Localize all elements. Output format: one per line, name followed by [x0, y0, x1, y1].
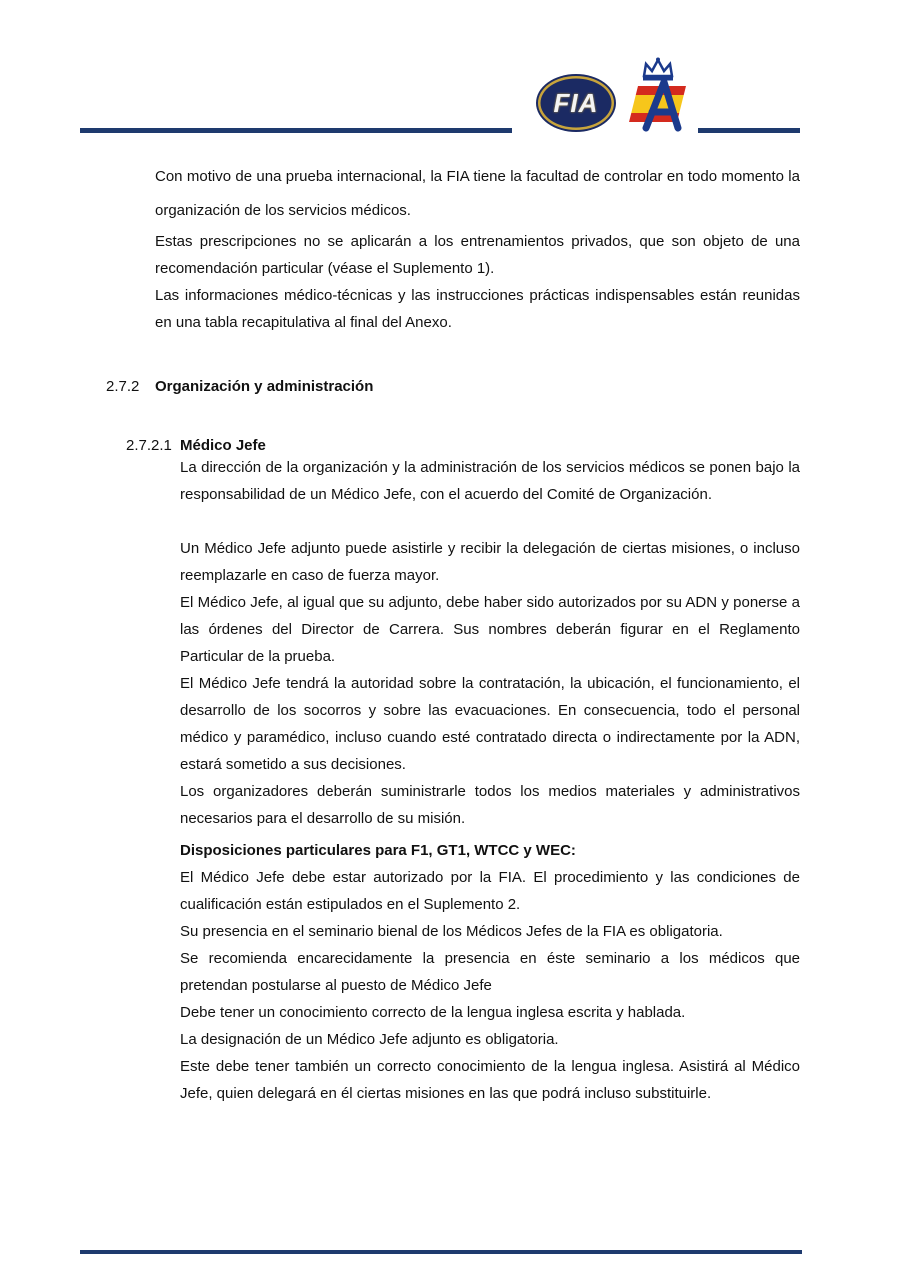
subsection-title: Médico Jefe: [180, 436, 266, 454]
section-number: 2.7.2: [106, 377, 140, 395]
body-paragraph: El Médico Jefe tendrá la autoridad sobre la contratación, la ubicación, el funcionamiento, el desarrollo de los socorros y sobre las evacuaciones. En consecuencia, todo el personal médico y paramédico, incluso cuando esté contratado directa o indirectamente por la ADN, estará sometido a sus decisiones.: [180, 674, 800, 773]
body-paragraph: Un Médico Jefe adjunto puede asistirle y recibir la delegación de ciertas misiones, o incluso reemplazarle en caso de fuerza mayor.: [180, 539, 800, 584]
body-paragraph: Este debe tener también un correcto conocimiento de la lengua inglesa. Asistirá al Médico Jefe, quien delegará en él ciertas misiones en las que podrá incluso substituirle.: [180, 1057, 800, 1102]
intro-paragraph: Las informaciones médico-técnicas y las instrucciones prácticas indispensables están reunidas en una tabla recapitulativa al final del Anexo.: [155, 286, 800, 331]
header-rule-left: [80, 128, 512, 133]
footer-rule: [80, 1250, 802, 1254]
body-paragraph: Su presencia en el seminario bienal de los Médicos Jefes de la FIA es obligatoria.: [180, 922, 723, 940]
body-paragraph: Se recomienda encarecidamente la presencia en éste seminario a los médicos que pretendan postularse al puesto de Médico Jefe: [180, 949, 800, 994]
page-header: [0, 0, 905, 140]
subsection-heading: [126, 437, 905, 454]
section-heading: [106, 378, 905, 395]
subsection-body: [180, 454, 800, 1107]
header-rule-right: [698, 128, 800, 133]
intro-section: [155, 160, 800, 336]
subsection: [0, 437, 905, 1107]
fia-logo: FIA: [538, 76, 614, 130]
intro-paragraph: Con motivo de una prueba internacional, la FIA tiene la facultad de controlar en todo momento la organización de los servicios médicos.: [155, 168, 800, 219]
body-paragraph: La designación de un Médico Jefe adjunto es obligatoria.: [180, 1030, 559, 1048]
body-paragraph: El Médico Jefe debe estar autorizado por la FIA. El procedimiento y las condiciones de cualificación están estipulados en el Suplemento 2.: [180, 868, 800, 913]
body-paragraph: Los organizadores deberán suministrarle todos los medios materiales y administrativos necesarios para el desarrollo de su misión.: [180, 782, 800, 827]
body-paragraph: Debe tener un conocimiento correcto de la lengua inglesa escrita y hablada.: [180, 1003, 686, 1021]
intro-paragraph: Estas prescripciones no se aplicarán a los entrenamientos privados, que son objeto de una recomendación particular (véase el Suplemento 1).: [155, 232, 800, 277]
document-content: [0, 160, 905, 1107]
rfeda-logo: [624, 56, 692, 132]
body-paragraph: La dirección de la organización y la administración de los servicios médicos se ponen bajo la responsabilidad de un Médico Jefe, con el acuerdo del Comité de Organización.: [180, 458, 800, 503]
body-paragraph: El Médico Jefe, al igual que su adjunto, debe haber sido autorizados por su ADN y ponerse a las órdenes del Director de Carrera. Sus nombres deberán figurar en el Reglamento Particular de la prueba.: [180, 593, 800, 665]
special-provisions-heading: Disposiciones particulares para F1, GT1, WTCC y WEC:: [180, 841, 576, 859]
subsection-number: 2.7.2.1: [126, 436, 172, 454]
section-title: Organización y administración: [155, 377, 374, 395]
